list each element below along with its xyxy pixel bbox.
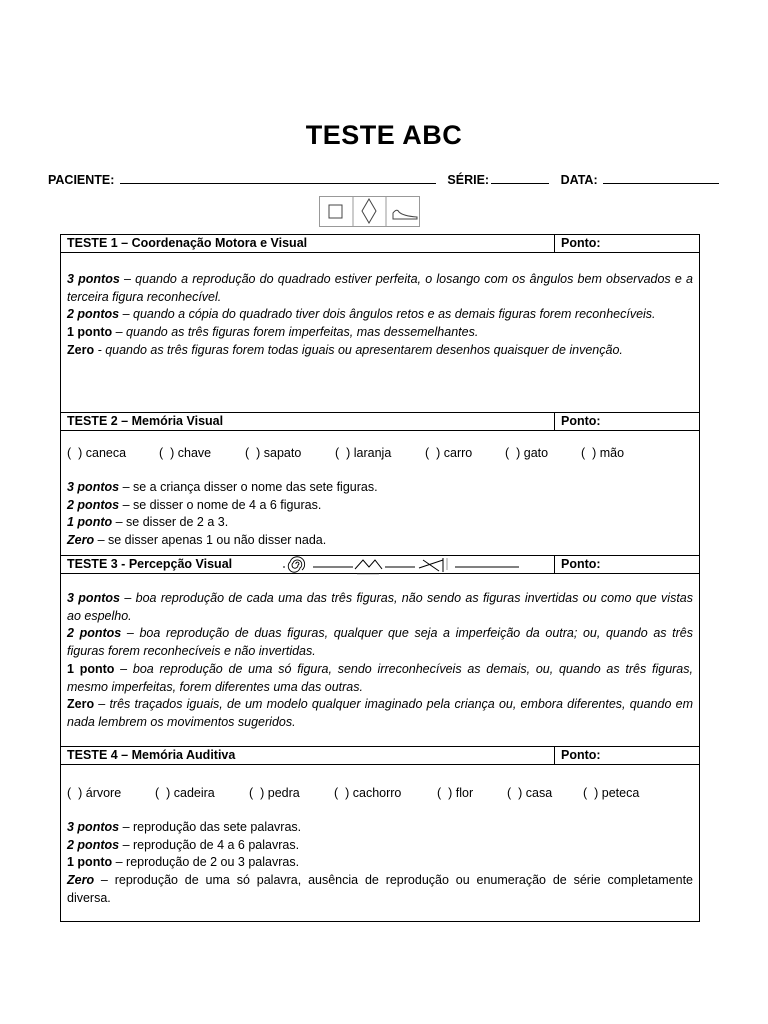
- criterion-text: – se a criança disser o nome das sete figuras.: [119, 480, 378, 494]
- score-label: 2 pontos: [67, 307, 120, 322]
- option-checkbox[interactable]: ( ) caneca: [67, 446, 127, 460]
- score-label: 3 pontos: [67, 820, 120, 834]
- criterion-text: – reprodução de 4 a 6 palavras.: [119, 837, 300, 852]
- score-label: 1 ponto: [67, 661, 115, 676]
- test1-criterion-0: [67, 342, 693, 360]
- test2-criteria: [61, 431, 700, 556]
- spiral-figure: [288, 557, 304, 572]
- test2-criterion-0: [67, 532, 693, 550]
- diamond-figure: [362, 199, 376, 223]
- option-checkbox[interactable]: ( ) laranja: [335, 446, 392, 460]
- test3-figures: [283, 554, 545, 576]
- criterion-text: – quando a reprodução do quadrado estiver perfeita, o losango com os ângulos bem observados e a terceira figura reconhecível.: [67, 272, 693, 304]
- option-checkbox[interactable]: ( ) peteca: [583, 786, 640, 800]
- criterion-text: – se disser apenas 1 ou não disser nada.: [94, 533, 327, 548]
- criterion-text: – se disser o nome de 4 a 6 figuras.: [119, 497, 322, 512]
- data-field[interactable]: [603, 172, 719, 184]
- test4-criterion-0: [67, 872, 693, 907]
- criterion-text: – reprodução de uma só palavra, ausência de reprodução ou enumeração de série completamente diversa.: [67, 873, 693, 905]
- criterion-text: – boa reprodução de duas figuras, qualquer que seja a imperfeição da outra; ou, quando as três figuras forem reconhecíveis e não invertidas.: [67, 626, 693, 659]
- test3-criteria: [61, 574, 700, 747]
- test1-criteria: [61, 253, 700, 413]
- score-label: Zero: [67, 873, 95, 888]
- test3-criterion-1: [67, 661, 693, 696]
- option-checkbox[interactable]: ( ) sapato: [245, 446, 302, 460]
- score-label: Zero: [67, 697, 95, 712]
- test1-figures: [319, 196, 420, 227]
- score-label: 2 pontos: [67, 497, 120, 512]
- square-figure: [329, 205, 342, 218]
- test4-options: [67, 783, 693, 803]
- criterion-text: – reprodução das sete palavras.: [119, 820, 302, 834]
- test2-criterion-3: [67, 479, 693, 497]
- score-label: 3 pontos: [67, 591, 120, 605]
- test2-heading: TESTE 2 – Memória Visual: [61, 413, 555, 431]
- option-checkbox[interactable]: ( ) cadeira: [155, 786, 215, 800]
- score-label: Zero: [67, 533, 95, 548]
- option-checkbox[interactable]: ( ) cachorro: [334, 786, 402, 800]
- criterion-text: – boa reprodução de uma só figura, sendo irreconhecíveis as demais, ou, quando as três figuras, mesmo imperfeitas, forem diferentes uma das outras.: [67, 661, 693, 694]
- score-label: 1 ponto: [67, 855, 113, 870]
- data-label: DATA:: [560, 173, 598, 187]
- criterion-text: – se disser de 2 a 3.: [112, 515, 229, 530]
- score-label: 2 pontos: [67, 837, 120, 852]
- test3-criterion-2: [67, 625, 693, 660]
- test2-criterion-1: [67, 514, 693, 532]
- test4-heading: TESTE 4 – Memória Auditiva: [61, 747, 555, 765]
- test4-ponto[interactable]: Ponto:: [555, 747, 700, 765]
- test4-criterion-1: [67, 854, 693, 872]
- criterion-text: – quando as três figuras forem imperfeitas, mas dessemelhantes.: [112, 325, 479, 340]
- test2-criterion-2: [67, 497, 693, 515]
- cross-figure: [419, 558, 447, 572]
- test3-ponto[interactable]: Ponto:: [555, 556, 700, 574]
- test4-criterion-2: [67, 837, 693, 855]
- option-checkbox[interactable]: ( ) pedra: [249, 786, 300, 800]
- test1-heading: TESTE 1 – Coordenação Motora e Visual: [61, 235, 555, 253]
- score-label: 3 pontos: [67, 480, 120, 494]
- paciente-label: PACIENTE:: [48, 173, 115, 187]
- criterion-text: – quando a cópia do quadrado tiver dois ângulos retos e as demais figuras forem reconhecíveis.: [119, 307, 656, 322]
- test3-heading-cell: [61, 556, 555, 574]
- test1-criterion-3: [67, 271, 693, 306]
- test3-heading: TESTE 3 - Percepção Visual: [67, 557, 233, 571]
- option-checkbox[interactable]: ( ) flor: [437, 786, 474, 800]
- serie-field[interactable]: [491, 172, 549, 184]
- criterion-text: – três traçados iguais, de um modelo qualquer imaginado pela criança ou, embora diferentes, quando em nada lembrem os movimentos sugeridos.: [67, 697, 693, 729]
- option-checkbox[interactable]: ( ) carro: [425, 446, 473, 460]
- option-checkbox[interactable]: ( ) casa: [507, 786, 553, 800]
- patient-header: [48, 172, 718, 187]
- third-figure: [393, 210, 417, 219]
- test2-ponto[interactable]: Ponto:: [555, 413, 700, 431]
- test4-criterion-3: [67, 819, 693, 837]
- score-label: 1 ponto: [67, 515, 113, 530]
- zigzag-figure: [355, 560, 382, 569]
- score-label: Zero: [67, 342, 95, 357]
- test1-criterion-2: [67, 306, 693, 324]
- score-label: 2 pontos: [67, 626, 122, 641]
- score-label: 1 ponto: [67, 325, 113, 340]
- criterion-text: – boa reprodução de cada uma das três figuras, não sendo as figuras invertidas ou como que vistas ao espelho.: [67, 591, 693, 623]
- test2-options: [67, 443, 693, 463]
- test4-criteria: [61, 765, 700, 922]
- paciente-field[interactable]: [120, 172, 436, 184]
- test3-criterion-3: [67, 590, 693, 625]
- criterion-text: - quando as três figuras forem todas iguais ou apresentarem desenhos quaisquer de invenção.: [94, 342, 623, 357]
- option-checkbox[interactable]: ( ) mão: [581, 446, 625, 460]
- test1-ponto[interactable]: Ponto:: [555, 235, 700, 253]
- serie-label: SÉRIE:: [447, 173, 490, 187]
- page-title: TESTE ABC: [305, 120, 463, 150]
- score-label: 3 pontos: [67, 272, 120, 286]
- test1-criterion-1: [67, 324, 693, 342]
- criterion-text: – reprodução de 2 ou 3 palavras.: [112, 855, 300, 870]
- option-checkbox[interactable]: ( ) gato: [505, 446, 549, 460]
- option-checkbox[interactable]: ( ) árvore: [67, 786, 122, 800]
- test3-criterion-0: [67, 696, 693, 731]
- option-checkbox[interactable]: ( ) chave: [159, 446, 212, 460]
- tests-table: [60, 234, 700, 922]
